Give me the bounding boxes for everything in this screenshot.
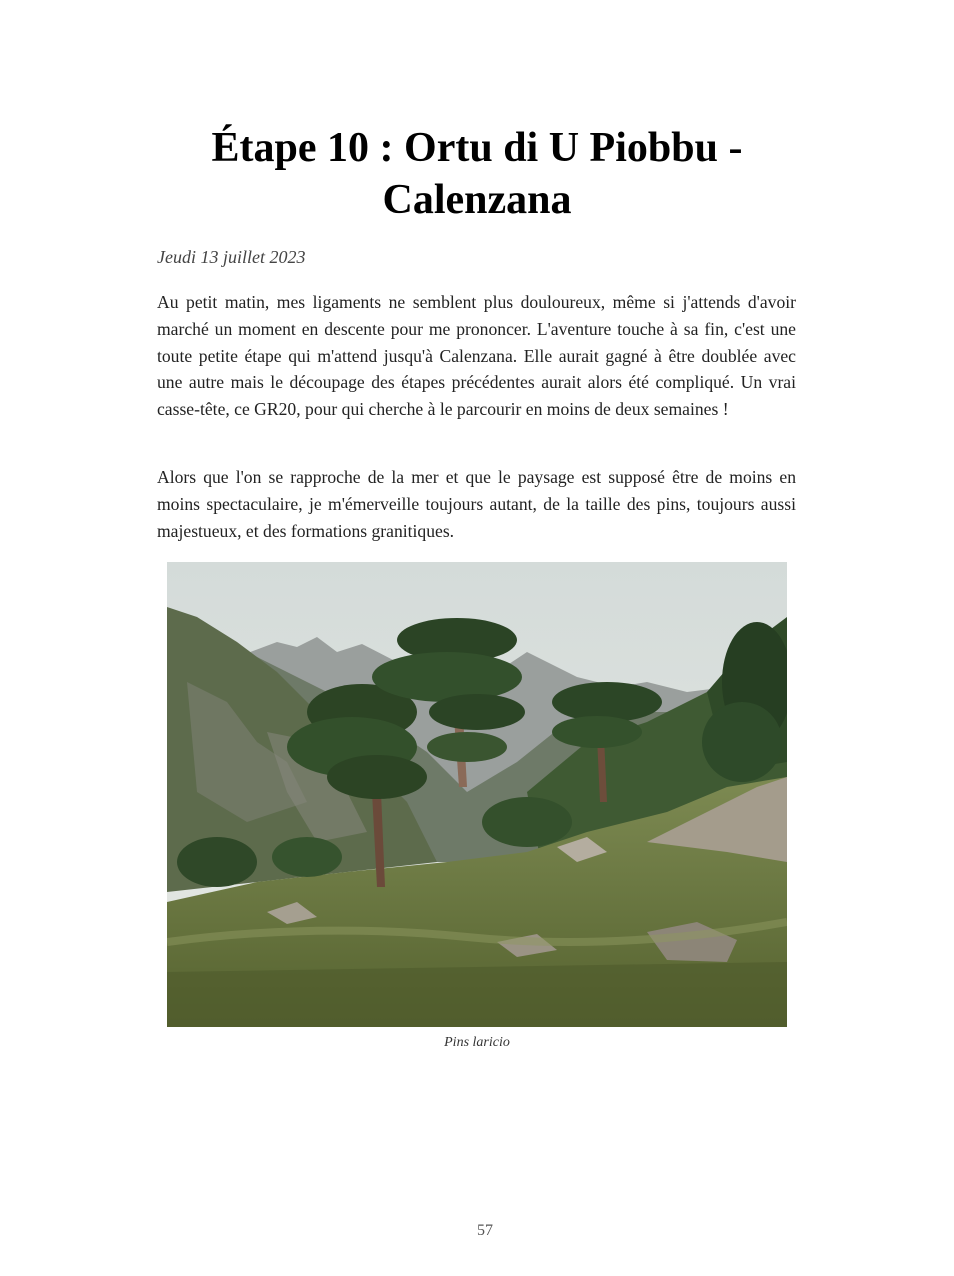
paragraph-2: Alors que l'on se rapproche de la mer et que le paysage est supposé être de moins en moins spectaculaire, je m'émerveille toujours autant, de la taille des pins, toujours aussi majestueux, et des formations granitiques. — [157, 467, 796, 541]
landscape-photo — [167, 562, 787, 1027]
figure-caption: Pins laricio — [444, 1035, 510, 1050]
page-number: 57 — [477, 1222, 493, 1239]
page-title: Étape 10 : Ortu di U Piobbu - Calenzana — [211, 125, 743, 223]
paragraph-1: Au petit matin, mes ligaments ne semblent plus douloureux, même si j'attends d'avoir marché un moment en descente pour me prononcer. L'aventure touche à sa fin, c'est une toute petite étape qui m'attend jusqu'à Calenzana. Elle aurait gagné à être doublée avec une autre mais le découpage des étapes précédentes aurait alors été compliqué. Un vrai casse-tête, ce GR20, pour qui cherche à le parcourir en moins de deux semaines ! — [157, 292, 796, 420]
entry-date: Jeudi 13 juillet 2023 — [157, 247, 306, 267]
